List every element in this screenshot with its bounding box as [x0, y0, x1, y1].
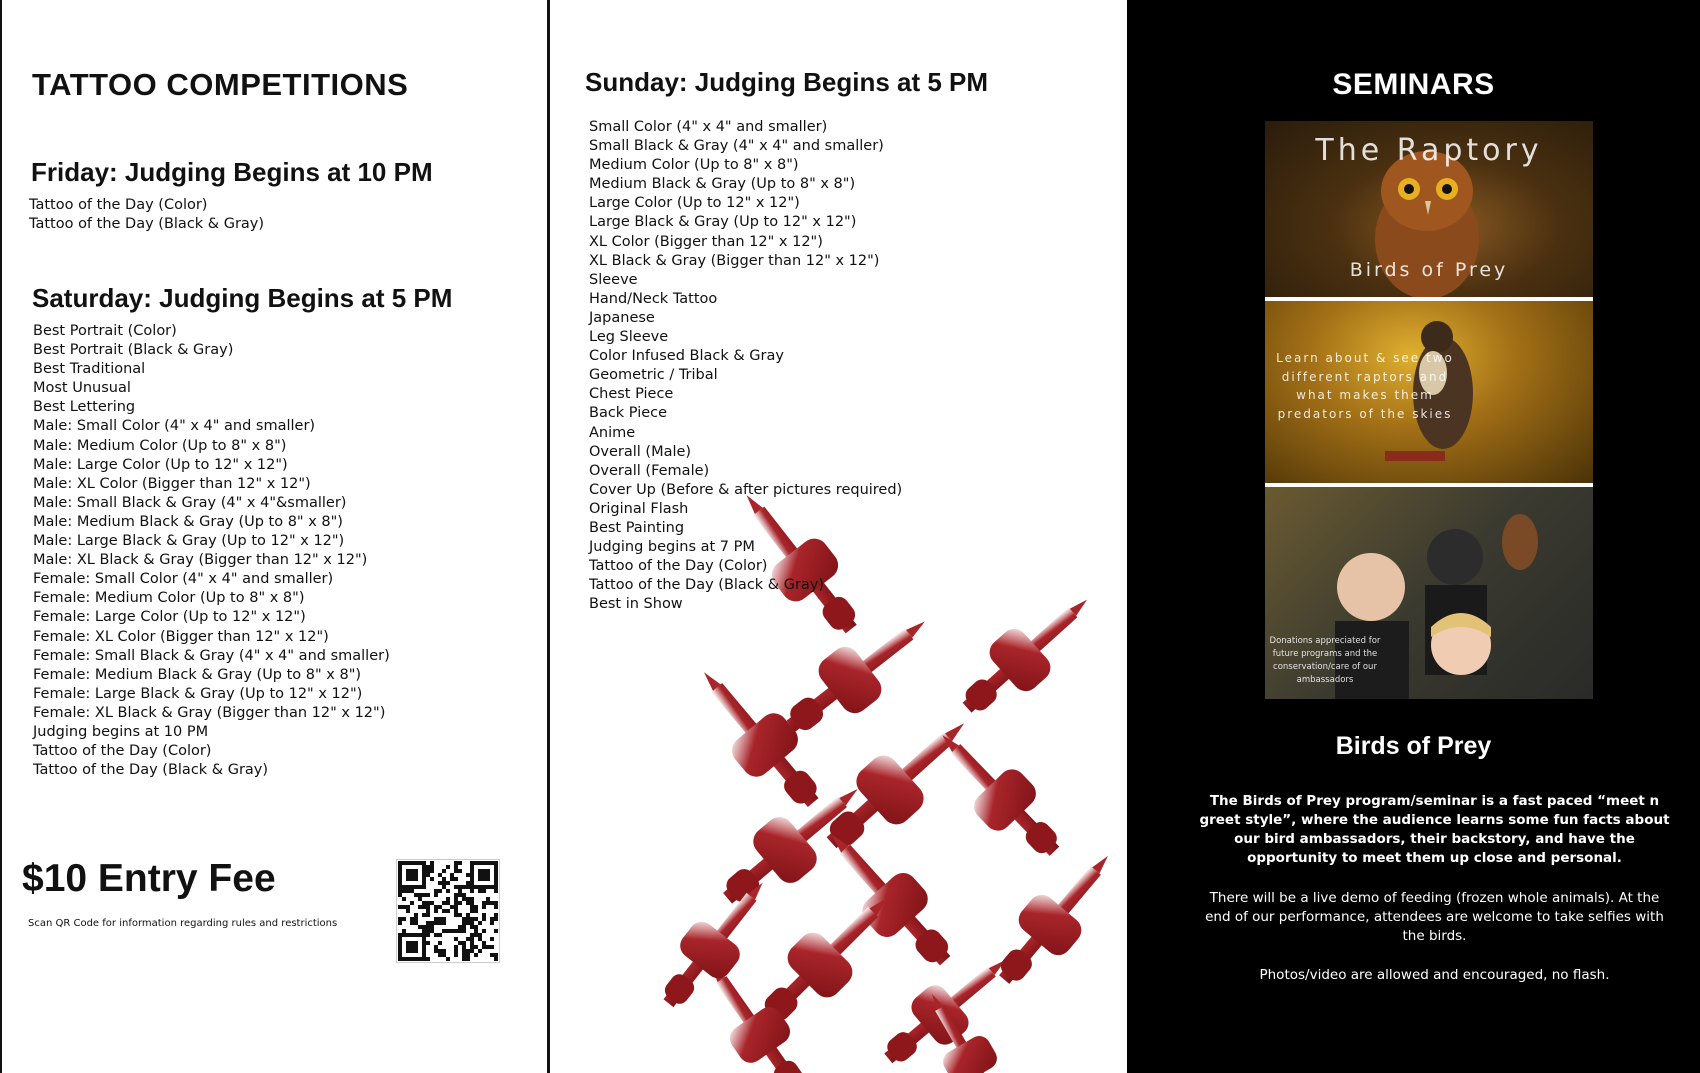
tattoo-machine-shape [947, 577, 1108, 730]
competition-category: Small Color (4" x 4" and smaller) [589, 119, 828, 135]
competition-category: Best in Show [589, 596, 683, 613]
competition-category: Female: Large Black & Gray (Up to 12" x 12") [33, 685, 363, 702]
program-title: Birds of Prey [1335, 732, 1492, 760]
competition-category: Tattoo of the Day (Color) [589, 558, 768, 575]
competition-category: Chest Piece [589, 386, 674, 403]
competition-category: Small Black & Gray (4" x 4" and smaller) [589, 138, 884, 155]
sunday-list [589, 118, 902, 614]
saturday-list [33, 322, 390, 780]
tattoo-machine-shape [771, 596, 944, 751]
falcon-caption: Learn about & see two different raptors and what makes them predators of the skies [1276, 351, 1454, 421]
competition-category: Judging begins at 7 PM [589, 539, 755, 556]
feeding-demo-note: There will be a live demo of feeding (frozen whole animals). At the end of our performance, attendees are welcome to take selfies with the birds. [1205, 890, 1664, 944]
competition-category: Best Painting [589, 519, 685, 536]
competition-category: Best Portrait (Color) [33, 323, 177, 339]
competition-category: Tattoo of the Day (Black & Gray) [33, 762, 269, 779]
competition-category: Sleeve [589, 271, 638, 288]
competition-category: Original Flash [589, 500, 689, 517]
competition-category: Hand/Neck Tattoo [589, 290, 718, 307]
seminars-panel [1127, 0, 1700, 1073]
fee-note: Scan QR Code for information regarding rules and restrictions [28, 918, 338, 929]
sunday-panel [550, 0, 1127, 1073]
competition-category: Leg Sleeve [589, 329, 669, 346]
qr-code-image [397, 860, 499, 962]
competition-category: Female: Small Black & Gray (4" x 4" and smaller) [33, 647, 390, 664]
sunday-heading: Sunday: Judging Begins at 5 PM [585, 67, 989, 97]
tattoo-machine-shape [679, 652, 837, 823]
competition-category: Male: Large Color (Up to 12" x 12") [33, 456, 288, 473]
competition-category: Male: Medium Black & Gray (Up to 8" x 8") [33, 513, 343, 530]
competition-category: Tattoo of the Day (Black & Gray) [589, 577, 825, 594]
competition-category: Anime [589, 424, 636, 441]
competition-category: Medium Black & Gray (Up to 8" x 8") [589, 176, 856, 193]
kids-caption: Donations appreciated for future programs and the conservation/care of our ambassadors [1269, 636, 1381, 685]
competition-category: Male: XL Color (Bigger than 12" x 12") [33, 475, 311, 492]
competition-category: Best Traditional [33, 361, 146, 378]
raptory-title: The Raptory [1315, 133, 1543, 168]
competition-category: Best Lettering [33, 399, 136, 416]
competition-category: Female: Medium Color (Up to 8" x 8") [33, 590, 305, 607]
competition-category: Large Color (Up to 12" x 12") [589, 195, 800, 212]
raptory-subtitle: Birds of Prey [1349, 259, 1509, 281]
competition-category: Tattoo of the Day (Color) [33, 743, 212, 760]
competition-category: Judging begins at 10 PM [33, 723, 209, 740]
competitions-title: TATTOO COMPETITIONS [32, 67, 409, 102]
kids-photo [1265, 487, 1593, 699]
competition-category: Large Black & Gray (Up to 12" x 12") [589, 214, 857, 231]
competition-category: Geometric / Tribal [589, 367, 718, 384]
competition-category: Male: XL Black & Gray (Bigger than 12" x 12") [33, 552, 368, 569]
competition-category: Male: Medium Color (Up to 8" x 8") [33, 437, 287, 454]
tattoo-machine-shape [981, 836, 1127, 999]
competition-category: Female: Large Color (Up to 12" x 12") [33, 609, 306, 626]
competition-category: Overall (Male) [589, 443, 692, 460]
competition-category: Color Infused Black & Gray [589, 348, 784, 365]
competition-category: Male: Large Black & Gray (Up to 12" x 12") [33, 533, 345, 550]
competitions-panel [0, 0, 550, 1073]
competition-category: Male: Small Black & Gray (4" x 4"&smaller) [33, 494, 347, 511]
saturday-heading: Saturday: Judging Begins at 5 PM [32, 283, 453, 313]
competition-category: Most Unusual [33, 380, 131, 397]
competition-category: Back Piece [589, 405, 668, 422]
competition-category: Male: Small Color (4" x 4" and smaller) [33, 418, 316, 435]
tattoo-machine-shape [646, 865, 786, 1021]
raptory-photo [1265, 121, 1593, 297]
competition-category: XL Color (Bigger than 12" x 12") [589, 233, 823, 250]
competition-category: Cover Up (Before & after pictures required) [589, 481, 903, 498]
competition-category: Female: XL Color (Bigger than 12" x 12") [33, 628, 329, 645]
competition-category: Overall (Female) [589, 462, 710, 479]
competition-category: Female: Small Color (4" x 4" and smaller) [33, 571, 334, 588]
friday-heading: Friday: Judging Begins at 10 PM [31, 157, 433, 187]
competition-category: Female: XL Black & Gray (Bigger than 12" x 12") [33, 704, 386, 721]
entry-fee: $10 Entry Fee [22, 857, 276, 900]
qr-code[interactable] [396, 859, 500, 963]
competition-category: Medium Color (Up to 8" x 8") [589, 157, 799, 174]
program-description: The Birds of Prey program/seminar is a fast paced “meet n greet style”, where the audience learns some fun facts about our bird ambassadors, their backstory, and have the opportunity to meet them up close and personal. [1199, 793, 1670, 866]
seminars-title: SEMINARS [1332, 68, 1495, 101]
competition-category: Tattoo of the Day (Black & Gray) [29, 216, 265, 233]
competition-category: Female: Medium Black & Gray (Up to 8" x 8") [33, 666, 362, 683]
photo-policy-note: Photos/video are allowed and encouraged, no flash. [1259, 967, 1610, 983]
competition-category: Best Portrait (Black & Gray) [33, 342, 234, 359]
falcon-photo [1265, 301, 1593, 483]
competition-category: XL Black & Gray (Bigger than 12" x 12") [589, 252, 880, 269]
friday-list [29, 196, 264, 234]
competition-category: Japanese [589, 309, 655, 326]
competition-category: Tattoo of the Day (Color) [29, 197, 208, 213]
